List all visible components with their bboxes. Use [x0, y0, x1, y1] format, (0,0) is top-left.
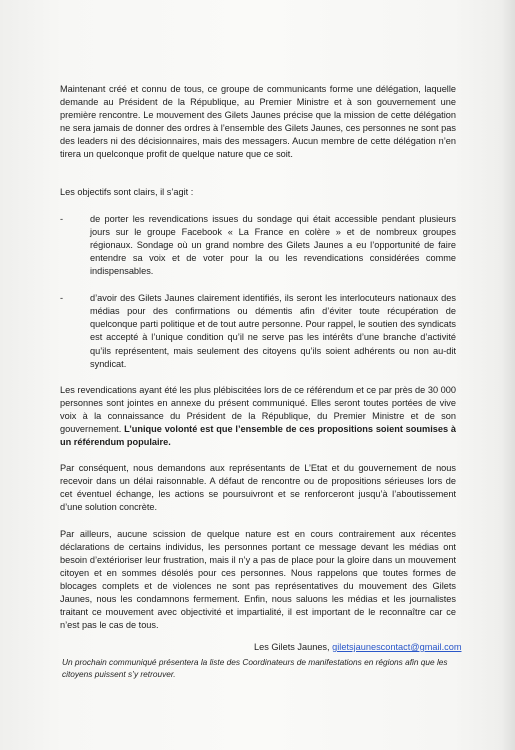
signature-name: Les Gilets Jaunes,	[254, 642, 330, 652]
paragraph-revendications	[60, 384, 456, 449]
paragraph-request: Par conséquent, nous demandons aux représentants de L’Etat et du gouvernement de nous recevoir dans un délai raisonnable. A défaut de rencontre ou de propositions sérieuses lors de cet éventuel échange, les actions se poursuivront et se renforceront jusqu’à l’aboutissement d’une solution concrète.	[60, 463, 456, 513]
bullet-item	[60, 292, 456, 371]
bullet-text: de porter les revendications issues du sondage qui était accessible pendant plusieurs jours sur le groupe Facebook « La France en colère » et de nombreux groupes régionaux. Sondage où un grand nombre des Gilets Jaunes a eu l’opportunité de faire entendre sa voix et de voter pour la ou les revendications considérées comme indispensables.	[90, 213, 456, 277]
bullet-item	[60, 213, 456, 278]
paragraph-objectives-intro: Les objectifs sont clairs, il s’agit :	[60, 186, 194, 197]
paragraph-revendications-bold: L’unique volonté est que l’ensemble de ces propositions soient soumises à un référendum populaire.	[60, 423, 456, 448]
paragraph-closing: Par ailleurs, aucune scission de quelque nature est en cours contrairement aux récentes déclarations de certains individus, les personnes portant ce message devant les médias ont besoin d’extérioriser leur frustration, mais il n’y a pas de place pour la gloire dans un mouvement citoyen et en sommes désolés pour ces personnes. Nous rappelons que toutes formes de blocages complets et de violences ne sont pas représentatives du mouvement des Gilets Jaunes, nous les condamnons fermement. Enfin, nous saluons les médias et les journalistes traitant ce mouvement avec objectivité et impartialité, il est important de le reconnaître car ce n’est pas le cas de tous.	[60, 528, 456, 631]
bullet-marker: -	[60, 213, 64, 224]
bullet-marker: -	[60, 293, 64, 304]
contact-email-link[interactable]: giletsjaunescontact@gmail.com	[332, 642, 462, 652]
bullet-text: d’avoir des Gilets Jaunes clairement identifiés, ils seront les interlocuteurs nationaux des médias pour des confirmations ou démentis afin d’éviter toute récupération de quelconque parti politique et de tout autre personne. Pour rappel, le soutien des syndicats est accepté à l’unique condition qu’il ne serve pas les intérêts d’une branche d’activité qu’ils représentent, mais seulement des citoyens qu’ils soient adhérents ou non au-dit syndicat.	[90, 293, 456, 369]
paragraph-delegation: Maintenant créé et connu de tous, ce groupe de communicants forme une délégation, laquelle demande au Président de la République, au Premier Ministre et à son gouvernement une première rencontre. Le mouvement des Gilets Jaunes précise que la mission de cette délégation ne sera jamais de donner des ordres à l’ensemble des Gilets Jaunes, ces personnes ne sont pas des leaders ni des décisionnaires, mais des messagers. Aucun membre de cette délégation n’en tirera un quelconque profit de quelque nature que ce soit.	[60, 84, 456, 160]
signature-line	[254, 642, 464, 652]
document-body	[60, 83, 456, 632]
page-shadow	[501, 0, 515, 750]
paragraph-revendications-text: Les revendications ayant été les plus plébiscitées lors de ce référendum et ce par près de 30 000 personnes sont jointes en annexe du présent communiqué. Elles seront toutes portées de vive voix à la connaissance du Président de la République, du Premier Ministre et de son gouvernement.	[60, 384, 456, 434]
footnote: Un prochain communiqué présentera la liste des Coordinateurs de manifestations en régions afin que les citoyens puissent s’y retrouver.	[62, 657, 448, 679]
